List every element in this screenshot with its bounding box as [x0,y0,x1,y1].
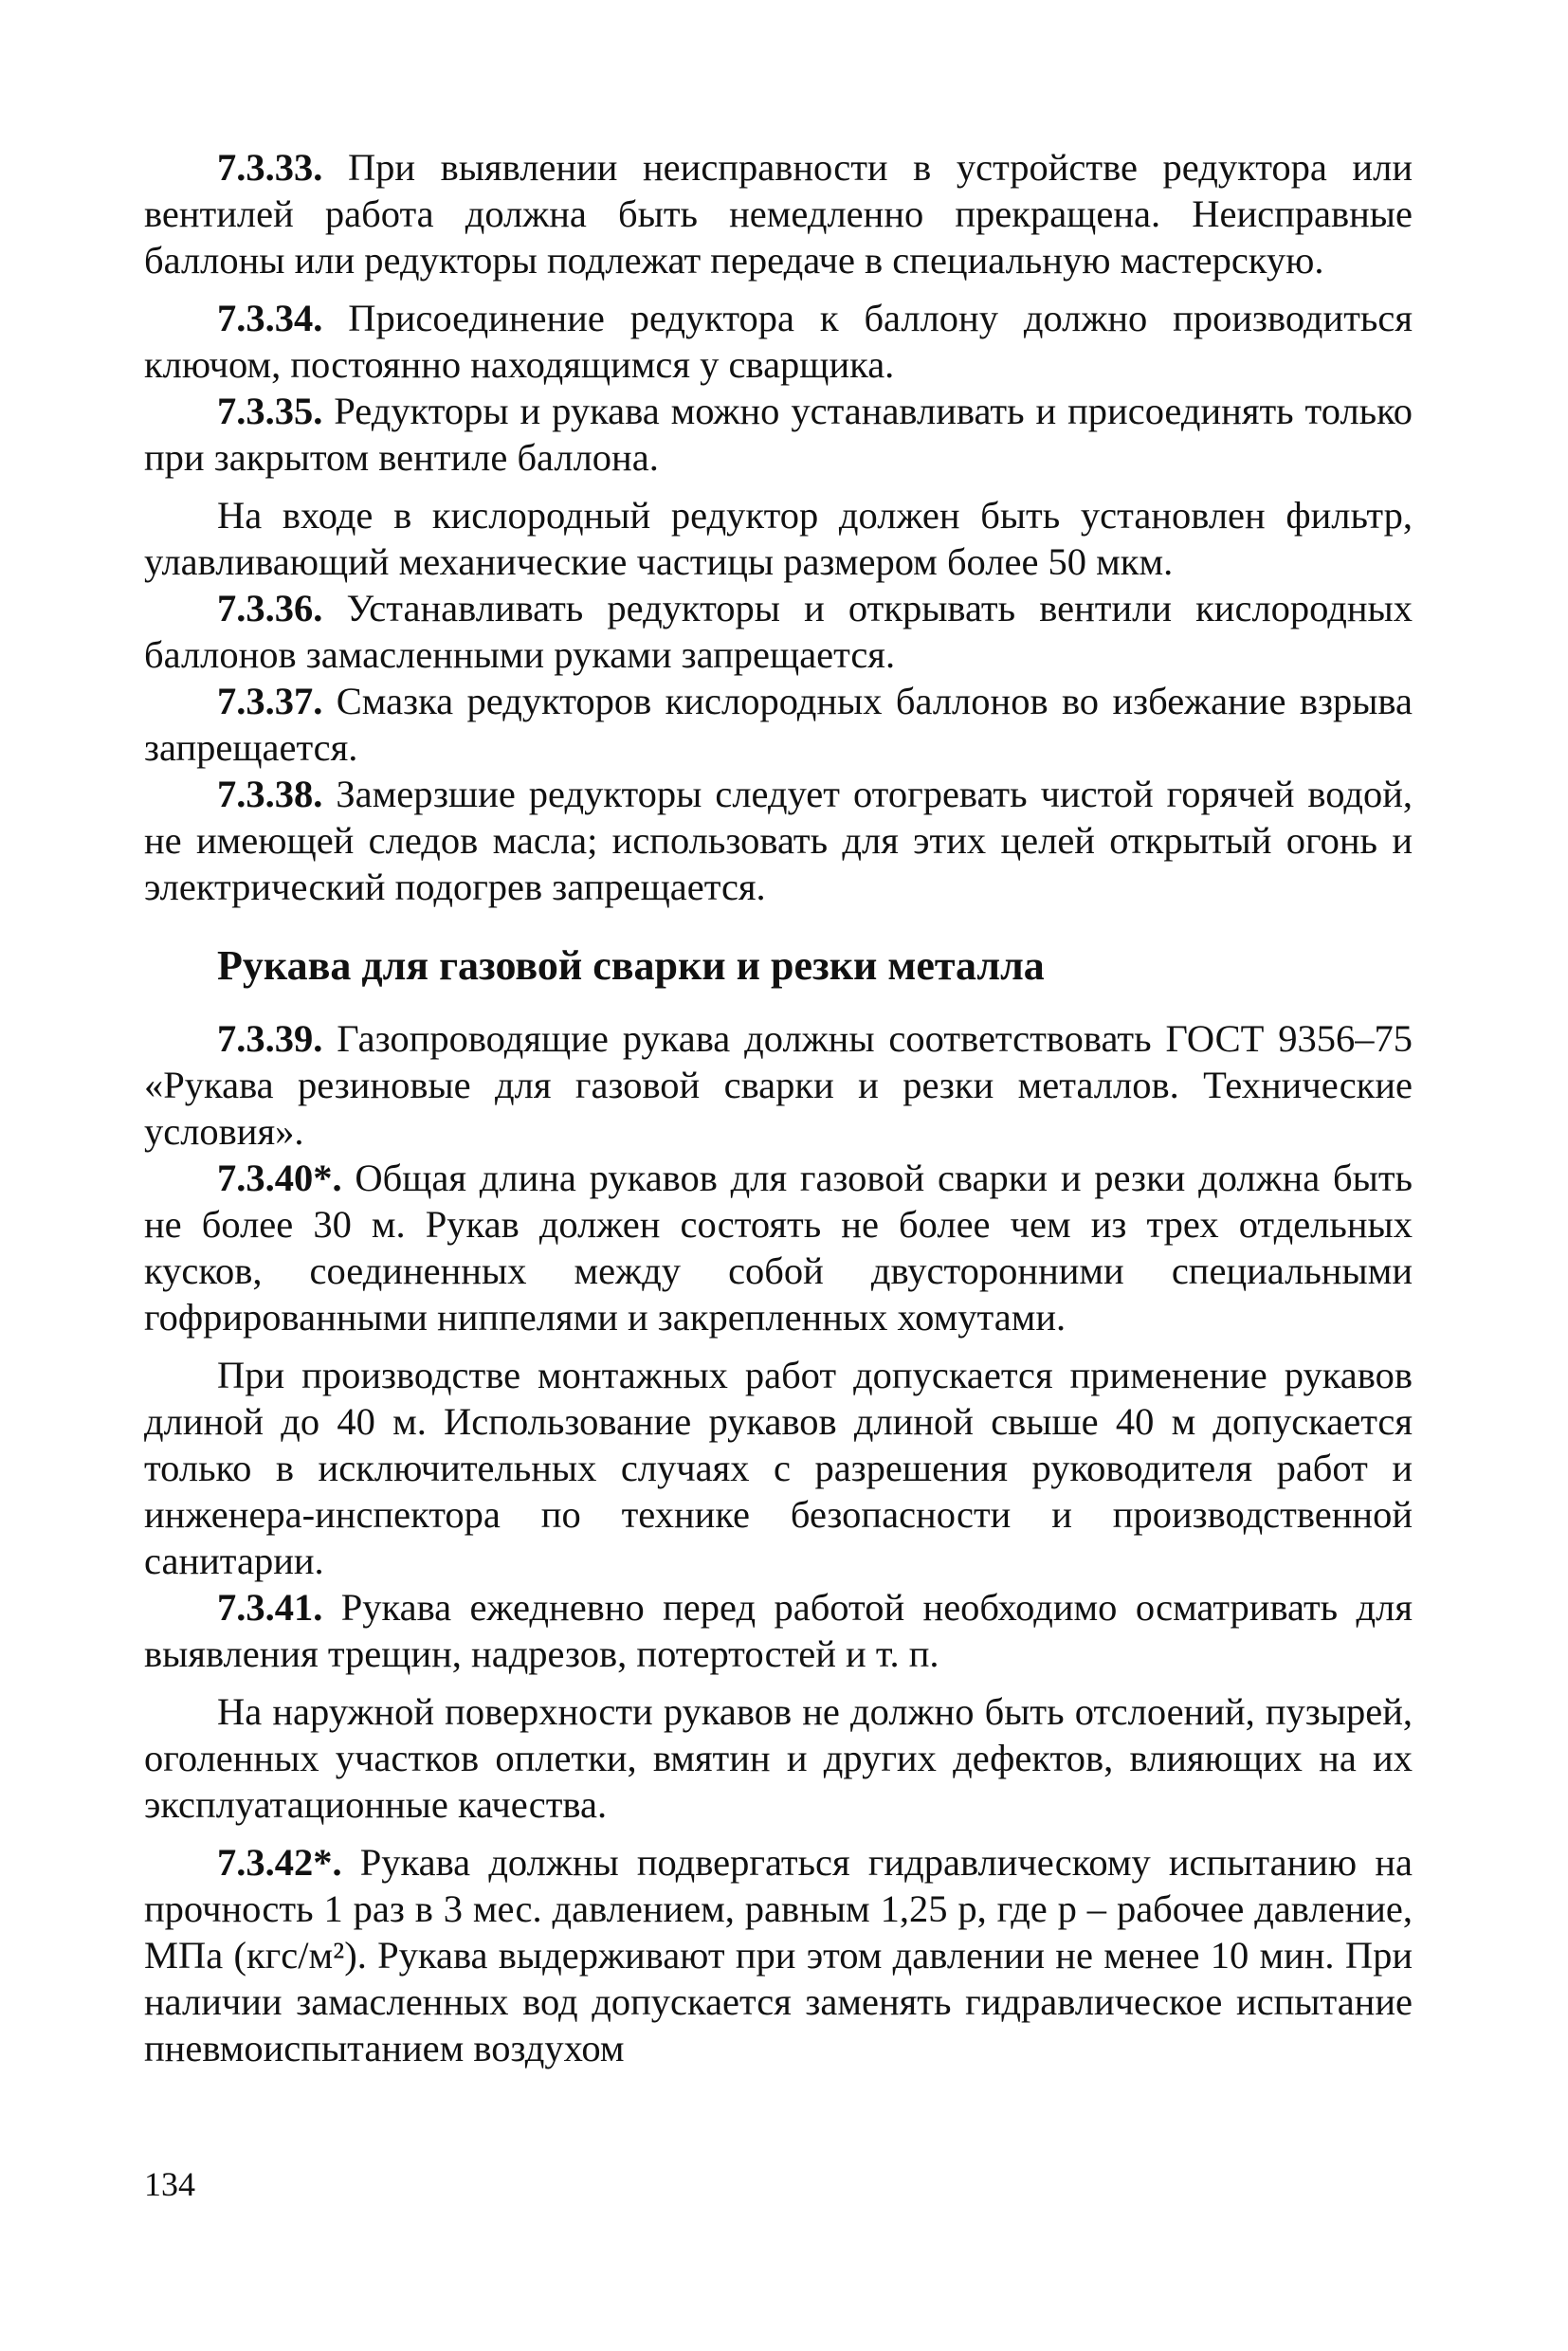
paragraph-text: На наружной поверхности рукавов не должно быть отслоений, пузырей, оголенных участков оплетки, вмятин и других дефектов, влияющих на их эксплуатационные качества. [144,1690,1413,1826]
paragraph-surface-note [144,1688,1413,1828]
paragraph-7-3-38 [144,771,1413,910]
paragraph-installation-note [144,1352,1413,1584]
clause-number: 7.3.37. [217,680,323,722]
paragraph-text: Смазка редукторов кислородных баллонов во избежание взрыва запрещается. [144,680,1413,769]
clause-number: 7.3.33. [217,146,323,189]
paragraph-7-3-40 [144,1155,1413,1340]
paragraph-7-3-34 [144,295,1413,388]
paragraph-7-3-41 [144,1584,1413,1677]
paragraph-filter-note [144,492,1413,585]
paragraph-text: Рукава ежедневно перед работой необходимо осматривать для выявления трещин, надрезов, потертостей и т. п. [144,1586,1413,1675]
paragraph-7-3-39 [144,1015,1413,1155]
clause-number: 7.3.34. [217,297,323,339]
paragraph-text: На входе в кислородный редуктор должен быть установлен фильтр, улавливающий механические частицы размером более 50 мкм. [144,494,1413,583]
paragraph-text: Замерзшие редукторы следует отогревать чистой горячей водой, не имеющей следов масла; использовать для этих целей открытый огонь и электрический подогрев запрещается. [144,773,1413,908]
paragraph-text: Присоединение редуктора к баллону должно производиться ключом, постоянно находящимся у сварщика. [144,297,1413,386]
paragraph-text: Рукава должны подвергаться гидравлическому испытанию на прочность 1 раз в 3 мес. давлением, равным 1,25 p, где p – рабочее давление, МПа (кгс/м²). Рукава выдерживают при этом давлении не менее 10 мин. При наличии замасленных вод допускается заменять гидравлическое испытание пневмоиспытанием воздухом [144,1841,1413,2069]
section-heading: Рукава для газовой сварки и резки металла [217,942,1045,989]
paragraph-7-3-35 [144,388,1413,481]
clause-number: 7.3.42*. [217,1841,342,1884]
clause-number: 7.3.40*. [217,1157,342,1199]
paragraph-text: Редукторы и рукава можно устанавливать и присоединять только при закрытом вентиле баллона. [144,390,1413,479]
clause-number: 7.3.36. [217,587,323,629]
paragraph-text: При выявлении неисправности в устройстве редуктора или вентилей работа должна быть немедленно прекращена. Неисправные баллоны или редукторы подлежат передаче в специальную мастерскую. [144,146,1413,282]
paragraph-text: Газопроводящие рукава должны соответствовать ГОСТ 9356–75 «Рукава резиновые для газовой сварки и резки металлов. Технические условия». [144,1017,1413,1153]
page-body [144,144,1413,2071]
paragraph-7-3-42 [144,1839,1413,2071]
paragraph-7-3-33 [144,144,1413,283]
clause-number: 7.3.38. [217,773,323,815]
paragraph-7-3-37 [144,678,1413,771]
clause-number: 7.3.39. [217,1017,323,1060]
paragraph-7-3-36 [144,585,1413,678]
paragraph-text: При производстве монтажных работ допускается применение рукавов длиной до 40 м. Использование рукавов длиной свыше 40 м допускается только в исключительных случаях с разрешения руководителя работ и инженера-инспектора по технике безопасности и производственной санитарии. [144,1354,1413,1582]
paragraph-text: Общая длина рукавов для газовой сварки и резки должна быть не более 30 м. Рукав должен состоять не более чем из трех отдельных кусков, соединенных между собой двусторонними специальными гофрированными ниппелями и закрепленных хомутами. [144,1157,1413,1339]
page-number: 134 [144,2165,195,2203]
clause-number: 7.3.35. [217,390,323,432]
paragraph-text: Устанавливать редукторы и открывать вентили кислородных баллонов замасленными руками запрещается. [144,587,1413,676]
clause-number: 7.3.41. [217,1586,323,1629]
